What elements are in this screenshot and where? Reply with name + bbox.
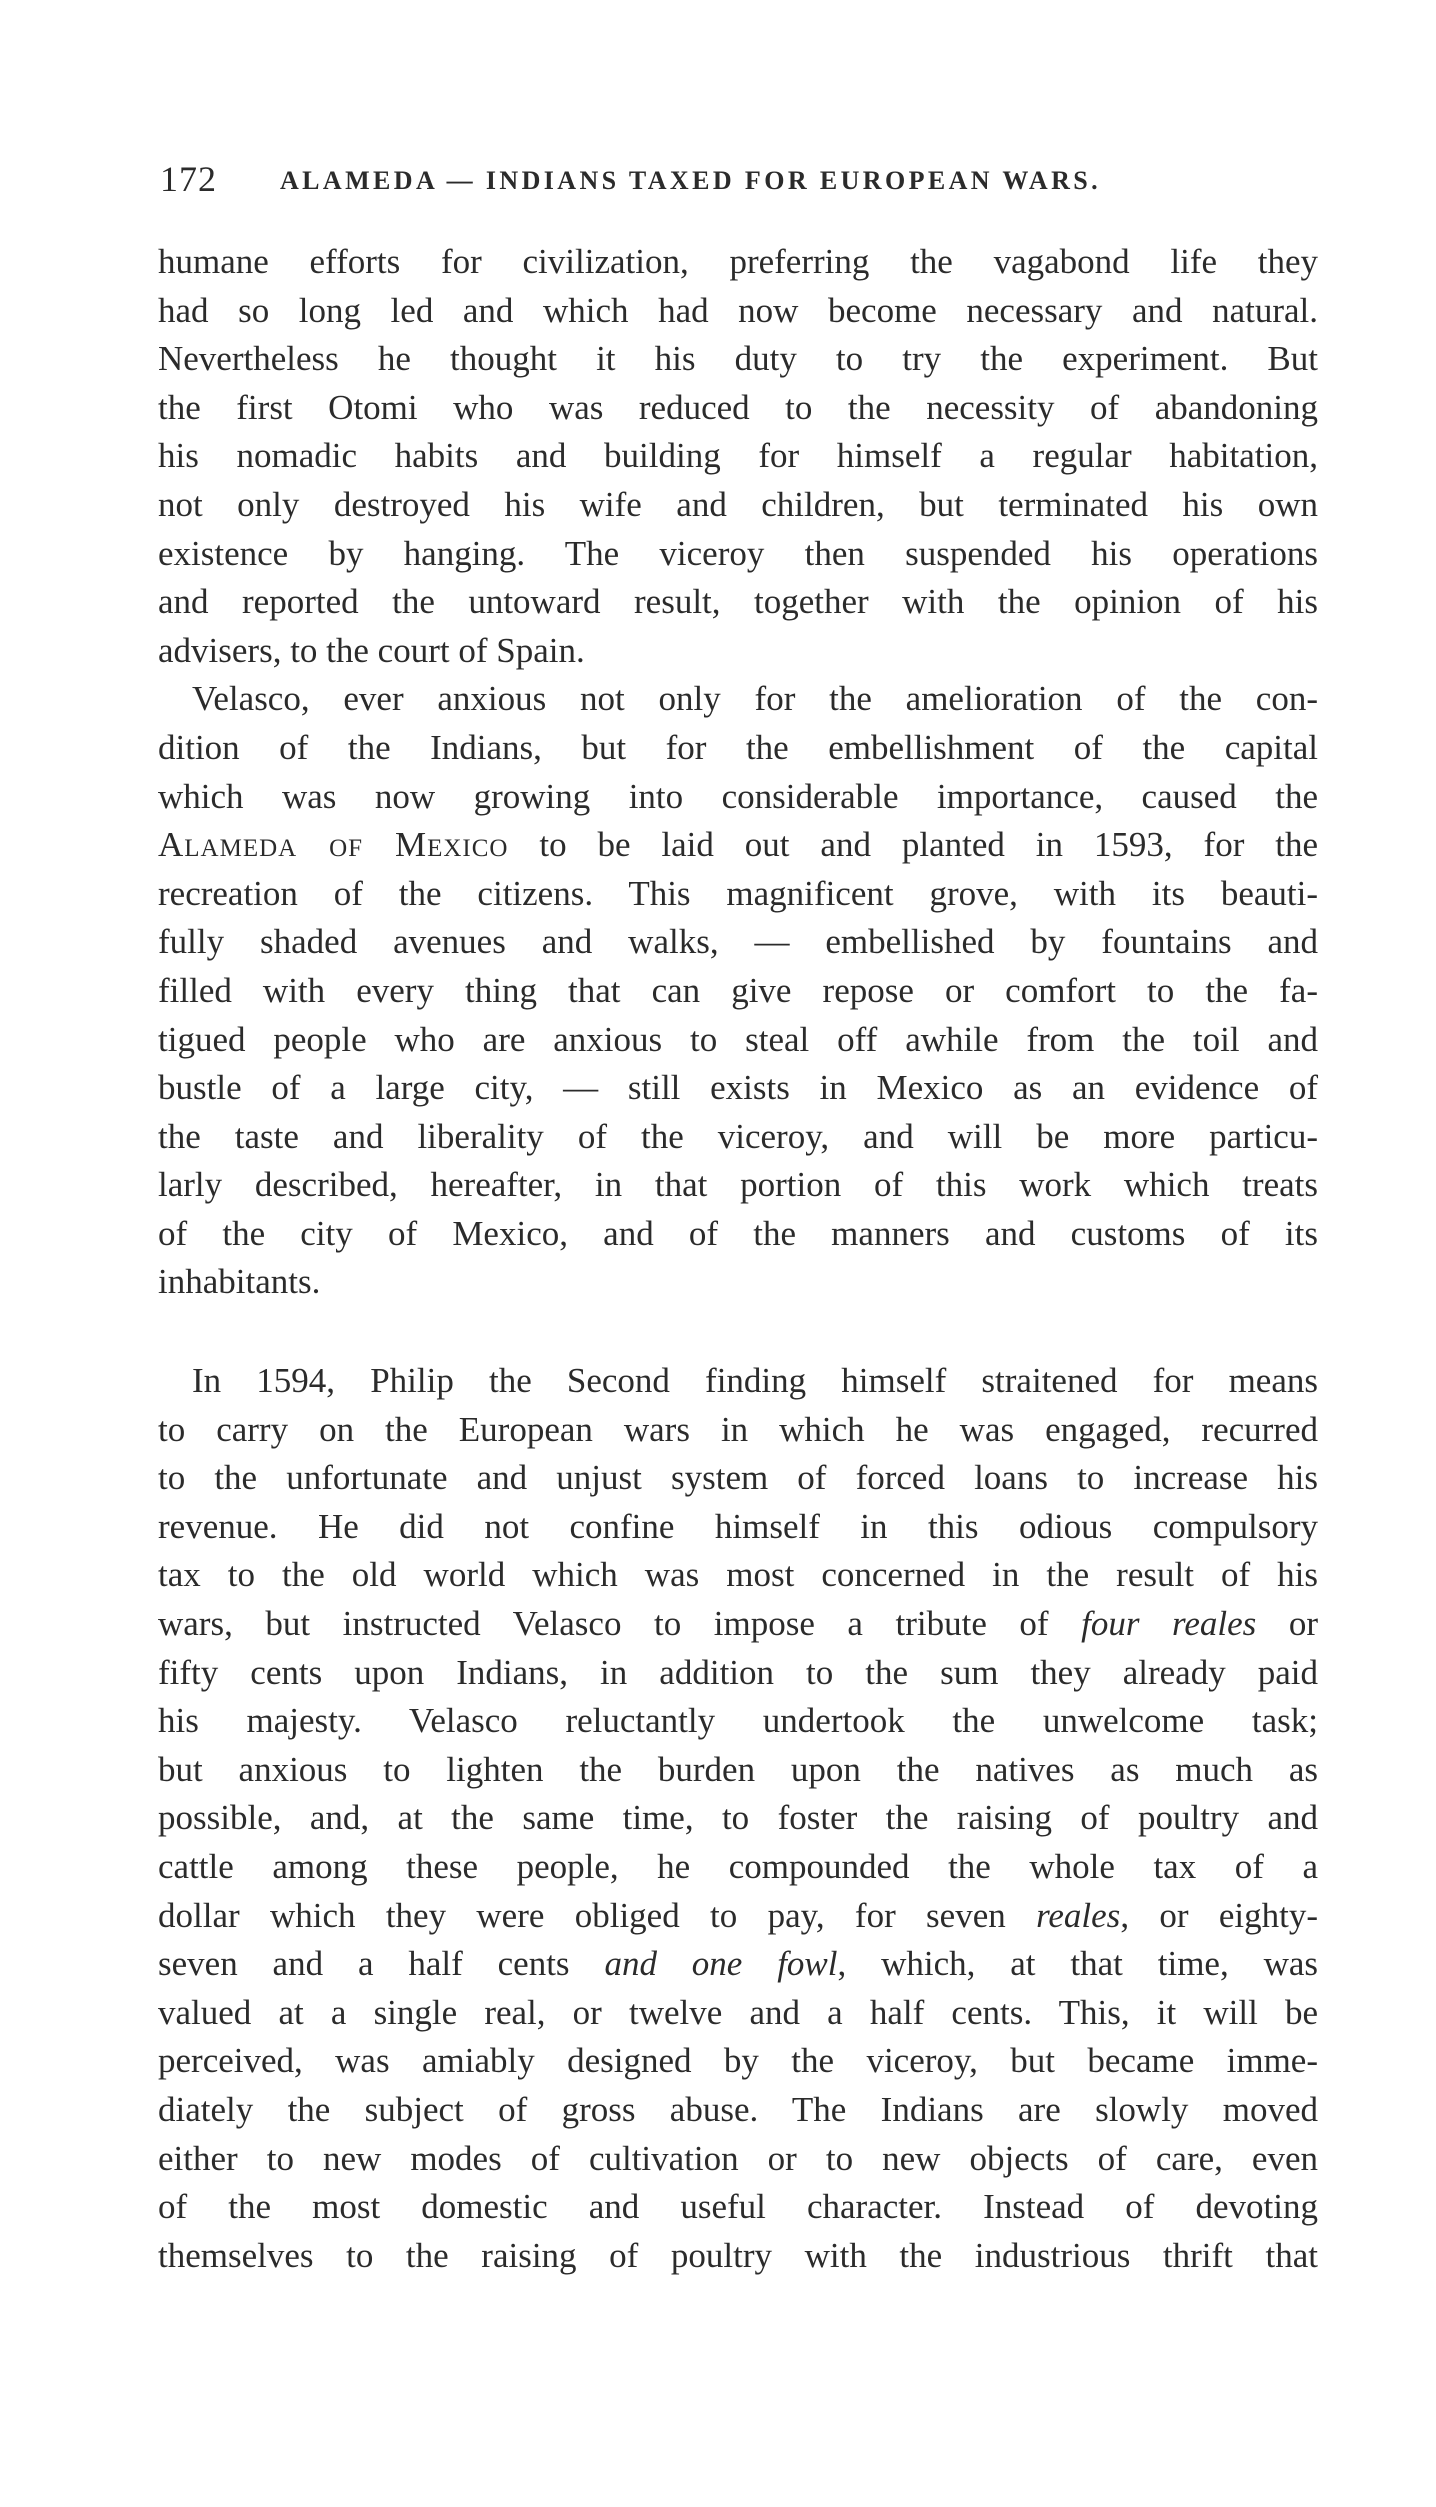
text-line: had so long led and which had now become necessary and natural. bbox=[158, 290, 1318, 330]
text-line: possible, and, at the same time, to foster the raising of poultry and bbox=[158, 1798, 1318, 1838]
text-line bbox=[158, 1940, 1318, 1989]
text-line: tigued people who are anxious to steal off awhile from the toil and bbox=[158, 1019, 1318, 1059]
text-line: which was now growing into considerable importance, caused the bbox=[158, 776, 1318, 816]
text-segment: seven and a half cents bbox=[158, 1944, 605, 1984]
running-head bbox=[160, 158, 1320, 204]
text-line: inhabitants. bbox=[158, 1262, 321, 1302]
text-line: recreation of the citizens. This magnificent grove, with its beauti- bbox=[158, 873, 1318, 913]
alameda-small-caps: Alameda of Mexico bbox=[158, 825, 509, 865]
text-line: to the unfortunate and unjust system of forced loans to increase his bbox=[158, 1458, 1318, 1498]
italic-reales: reales bbox=[1036, 1895, 1121, 1935]
body-text bbox=[158, 238, 1318, 2280]
text-line: dition of the Indians, but for the embellishment of the capital bbox=[158, 727, 1318, 767]
text-line: not only destroyed his wife and children, but terminated his own bbox=[158, 484, 1318, 524]
text-line: themselves to the raising of poultry with the industrious thrift that bbox=[158, 2235, 1318, 2275]
text-line: valued at a single real, or twelve and a half cents. This, it will be bbox=[158, 1992, 1318, 2032]
text-line: fifty cents upon Indians, in addition to the sum they already paid bbox=[158, 1652, 1318, 1692]
text-segment: wars, but instructed Velasco to impose a tribute of bbox=[158, 1604, 1082, 1644]
text-line: and reported the untoward result, together with the opinion of his bbox=[158, 582, 1318, 622]
page-number: 172 bbox=[160, 159, 217, 199]
text-line: bustle of a large city, — still exists in Mexico as an evidence of bbox=[158, 1068, 1318, 1108]
text-line: of the city of Mexico, and of the manners and customs of its bbox=[158, 1213, 1318, 1253]
text-line: existence by hanging. The viceroy then suspended his operations bbox=[158, 533, 1318, 573]
text-line: cattle among these people, he compounded the whole tax of a bbox=[158, 1847, 1318, 1886]
text-segment: or bbox=[1256, 1604, 1319, 1644]
text-line: advisers, to the court of Spain. bbox=[158, 630, 585, 670]
text-line bbox=[158, 821, 1318, 870]
text-line: either to new modes of cultivation or to new objects of care, even bbox=[158, 2138, 1318, 2178]
text-line: humane efforts for civilization, preferring the vagabond life they bbox=[158, 242, 1318, 281]
text-line: but anxious to lighten the burden upon the natives as much as bbox=[158, 1749, 1318, 1789]
text-line: In 1594, Philip the Second finding himself straitened for means bbox=[192, 1361, 1318, 1401]
italic-four-reales: four reales bbox=[1081, 1604, 1257, 1644]
text-line: perceived, was amiably designed by the viceroy, but became imme- bbox=[158, 2041, 1318, 2081]
text-line: of the most domestic and useful character. Instead of devoting bbox=[158, 2187, 1318, 2227]
text-line: Velasco, ever anxious not only for the amelioration of the con- bbox=[192, 679, 1318, 719]
text-segment: , or eighty- bbox=[1120, 1895, 1319, 1935]
text-line: larly described, hereafter, in that portion of this work which treats bbox=[158, 1165, 1318, 1205]
text-line: the taste and liberality of the viceroy, and will be more particu- bbox=[158, 1116, 1318, 1156]
paragraph-spacer bbox=[158, 1307, 1318, 1357]
text-line: fully shaded avenues and walks, — embellished by fountains and bbox=[158, 922, 1318, 962]
text-line: diately the subject of gross abuse. The Indians are slowly moved bbox=[158, 2089, 1318, 2129]
text-line bbox=[158, 1892, 1318, 1941]
italic-and-one-fowl: and one fowl bbox=[604, 1944, 838, 1984]
text-line: revenue. He did not confine himself in this odious compulsory bbox=[158, 1506, 1318, 1546]
text-line: his majesty. Velasco reluctantly undertook the unwelcome task; bbox=[158, 1701, 1318, 1741]
text-line: to carry on the European wars in which he was engaged, recurred bbox=[158, 1409, 1318, 1449]
text-line bbox=[158, 1600, 1318, 1649]
text-line: the first Otomi who was reduced to the necessity of abandoning bbox=[158, 387, 1318, 427]
running-title: ALAMEDA — INDIANS TAXED FOR EUROPEAN WARS. bbox=[280, 166, 1102, 195]
text-line: filled with every thing that can give repose or comfort to the fa- bbox=[158, 970, 1318, 1010]
text-line: his nomadic habits and building for himself a regular habitation, bbox=[158, 436, 1318, 476]
text-segment: dollar which they were obliged to pay, for seven bbox=[158, 1895, 1037, 1935]
text-line: tax to the old world which was most concerned in the result of his bbox=[158, 1555, 1318, 1595]
text-segment: , which, at that time, was bbox=[837, 1944, 1319, 1984]
text-segment: to be laid out and planted in 1593, for the bbox=[508, 825, 1319, 865]
text-line: Nevertheless he thought it his duty to try the experiment. But bbox=[158, 339, 1318, 379]
